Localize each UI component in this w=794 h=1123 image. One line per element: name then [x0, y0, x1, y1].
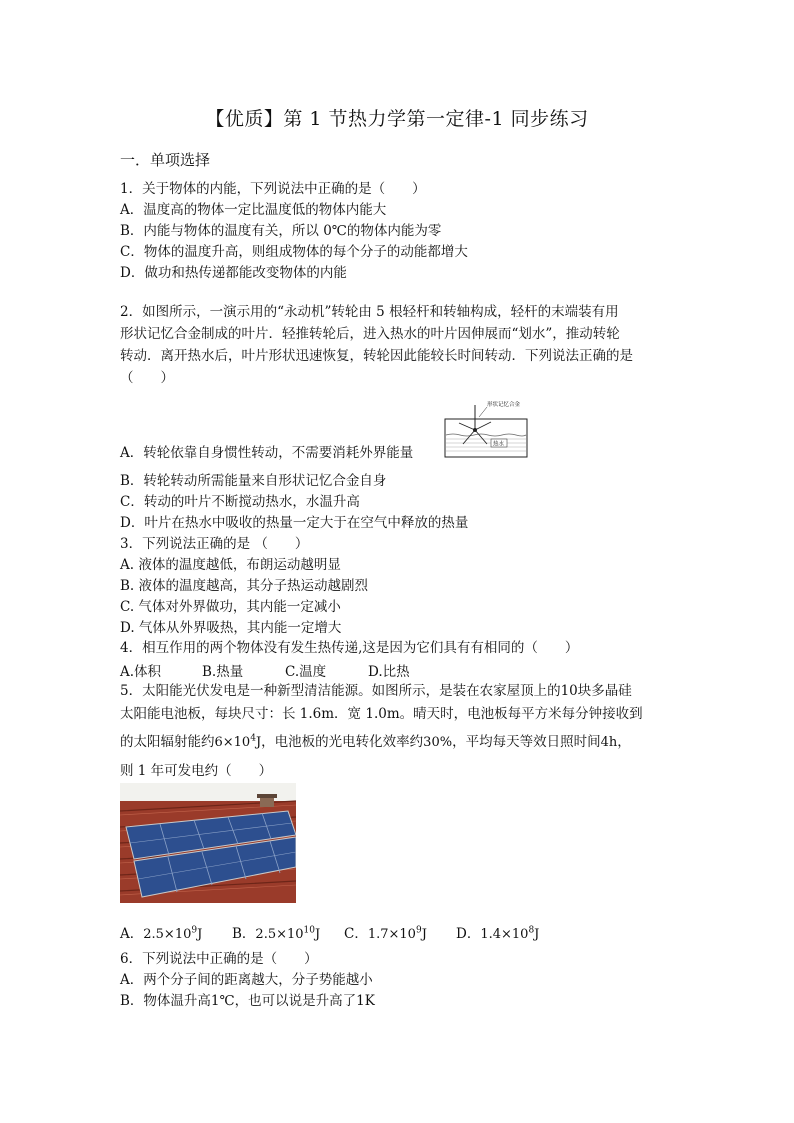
q5-option-a-value	[143, 927, 202, 942]
q5-option-d-label: D．	[456, 926, 481, 942]
q5-option-b-label: B．	[232, 926, 256, 942]
q1-stem: 1．关于物体的内能，下列说法中正确的是（ ）	[120, 181, 426, 197]
q5-option-d-base: 1.4×10	[480, 927, 529, 942]
q4-option-d: D.比热	[368, 664, 410, 680]
figure-label-alloy: 形状记忆合金	[487, 402, 521, 408]
q5-option-d-exp: 8	[528, 925, 535, 936]
q5-radiation-exponent: 4	[250, 733, 256, 744]
q5-efficiency-value: 30%	[423, 735, 453, 750]
q1-option-d: D．做功和热传递都能改变物体的内能	[120, 265, 347, 281]
q5-stem-line3	[120, 733, 631, 752]
q4-stem: 4．相互作用的两个物体没有发生热传递,这是因为它们具有有相同的（ ）	[120, 640, 579, 656]
q5-line3-text-c: ，平均每天等效日照时间	[452, 734, 601, 750]
q5-option-b	[232, 922, 344, 942]
q5-option-c	[344, 922, 456, 942]
q5-radiation-unit: J	[255, 735, 262, 750]
q4-options	[120, 660, 410, 680]
q3-option-a: A. 液体的温度越低，布朗运动越明显	[120, 557, 341, 573]
q4-option-b: B.热量	[202, 664, 244, 680]
q2-option-b: B．转轮转动所需能量来自形状记忆合金自身	[120, 473, 387, 489]
q1-option-c: C．物体的温度升高，则组成物体的每个分子的动能都增大	[120, 244, 468, 260]
q5-hours-value: 4h	[600, 735, 618, 750]
q5-option-c-unit: J	[421, 927, 427, 942]
q4-option-a: A.体积	[120, 664, 162, 680]
q1-option-b: B．内能与物体的温度有关，所以 0℃的物体内能为零	[120, 223, 442, 239]
q4-option-c: C.温度	[285, 664, 327, 680]
q6-stem: 6．下列说法中正确的是（ ）	[120, 951, 318, 967]
section-heading: 一．单项选择	[120, 151, 211, 169]
q5-radiation-value	[215, 735, 262, 750]
q5-option-b-base: 2.5×10	[255, 927, 304, 942]
q1-option-a: A．温度高的物体一定比温度低的物体内能大	[120, 202, 387, 218]
q6-option-a: A．两个分子间的距离越大，分子势能越小	[120, 972, 373, 988]
figure-label-water: 热水	[493, 441, 505, 448]
q3-option-d: D. 气体从外界吸热，其内能一定增大	[120, 620, 342, 636]
q5-stem-line1: 5．太阳能光伏发电是一种新型清洁能源。如图所示，是装在农家屋顶上的10块多晶硅	[120, 683, 632, 699]
q3-option-c: C. 气体对外界做功，其内能一定减小	[120, 599, 341, 615]
q5-option-a-exp: 9	[191, 925, 198, 936]
q5-option-d-value	[480, 927, 539, 942]
q5-option-b-exp: 10	[303, 925, 315, 936]
q5-option-a-label: A．	[120, 926, 144, 942]
q5-option-c-exp: 9	[415, 925, 422, 936]
q5-line3-text-d: ，	[617, 734, 631, 750]
perpetual-motion-figure	[443, 397, 529, 459]
solar-panel-photo	[120, 783, 296, 903]
q3-option-b: B. 液体的温度越高，其分子热运动越剧烈	[120, 578, 369, 594]
q2-stem-line2: 形状记忆合金制成的叶片．轻推转轮后，进入热水的叶片因伸展而“划水”，推动转轮	[120, 326, 620, 342]
q5-line3-text-b: ，电池板的光电转化效率约	[261, 734, 424, 750]
q5-option-a-base: 2.5×10	[143, 927, 192, 942]
q6-option-b: B．物体温升高1℃，也可以说是升高了1K	[120, 993, 375, 1009]
q5-radiation-base: 6×10	[214, 735, 251, 750]
q5-option-b-value	[255, 927, 320, 942]
q5-line3-text-a: 的太阳辐射能约	[120, 734, 215, 750]
page-title: 【优质】第 1 节热力学第一定律-1 同步练习	[205, 108, 589, 130]
q5-option-b-unit: J	[314, 927, 321, 942]
q2-stem-line1: 2．如图所示，一演示用的“永动机”转轮由 5 根轻杆和转轴构成，轻杆的末端装有用	[120, 304, 619, 320]
q2-option-c: C．转动的叶片不断搅动热水，水温升高	[120, 494, 360, 510]
q2-option-a: A．转轮依靠自身惯性转动，不需要消耗外界能量	[120, 445, 414, 461]
q5-option-a	[120, 922, 232, 942]
q5-option-a-unit: J	[197, 927, 203, 942]
q2-stem-line3: 转动．离开热水后，叶片形状迅速恢复，转轮因此能较长时间转动．下列说法正确的是	[120, 348, 633, 364]
q5-option-d	[456, 922, 539, 942]
q5-option-c-value	[368, 927, 427, 942]
q5-option-d-unit: J	[534, 927, 540, 942]
q2-stem-line4: （ ）	[120, 370, 174, 386]
q5-option-c-label: C．	[344, 926, 368, 942]
q3-stem: 3．下列说法正确的是 （ ）	[120, 536, 309, 552]
q5-stem-line4: 则 1 年可发电约（ ）	[120, 763, 273, 779]
q2-option-d: D．叶片在热水中吸收的热量一定大于在空气中释放的热量	[120, 515, 469, 531]
q5-stem-line2: 太阳能电池板，每块尺寸：长 1.6m．宽 1.0m。晴天时，电池板每平方米每分钟接收到	[120, 706, 643, 722]
q5-option-c-base: 1.7×10	[367, 927, 416, 942]
q5-options	[120, 922, 539, 942]
